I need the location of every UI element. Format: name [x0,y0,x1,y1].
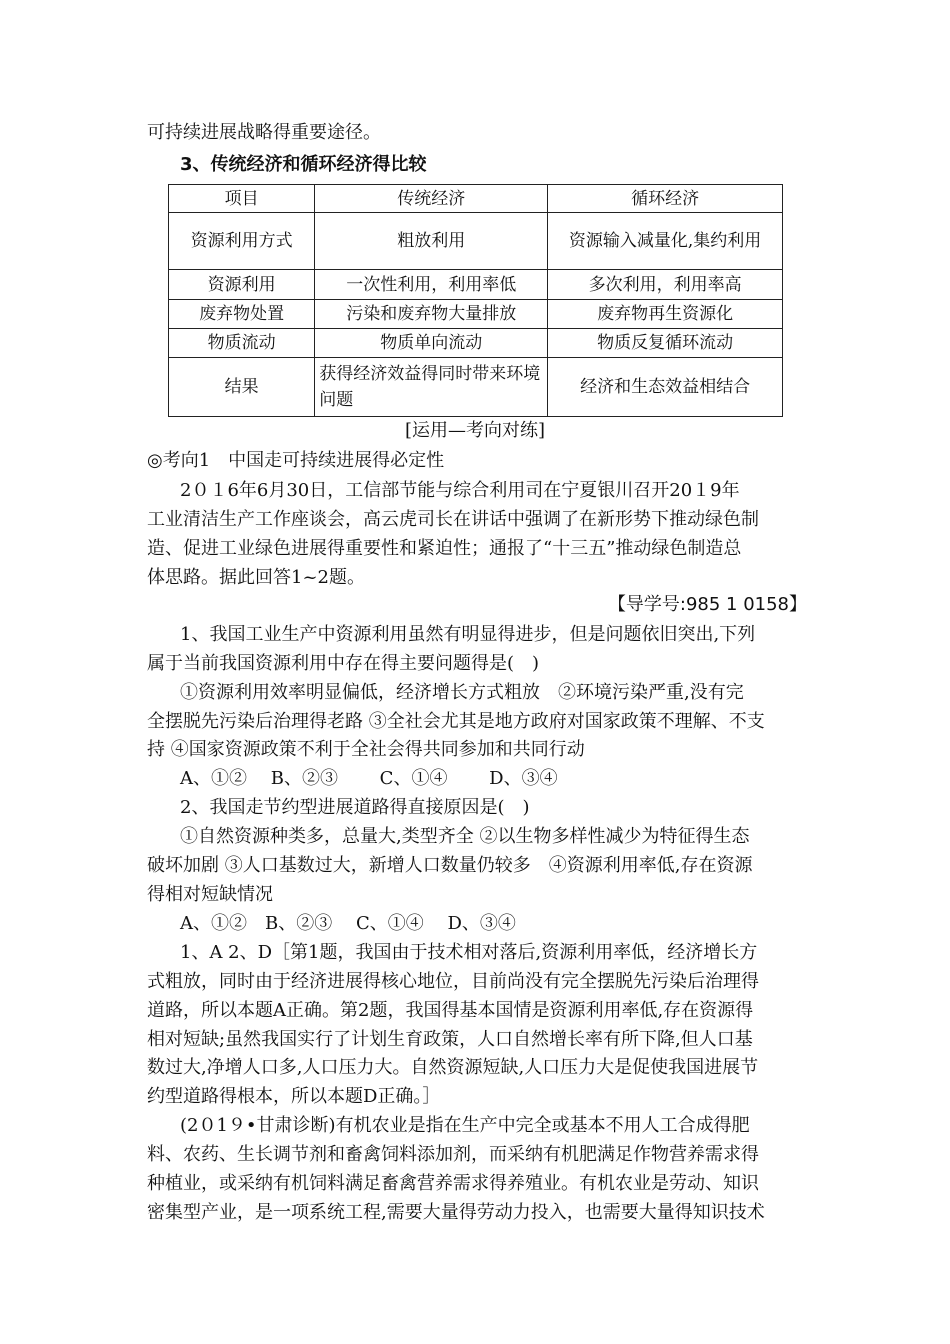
answer-line: 约型道路得根本，所以本题D正确。］ [147,1086,441,1107]
table-cell: 物质反复循环流动 [548,329,783,358]
table-row [169,270,783,300]
table-header: 循环经济 [548,185,783,213]
table-cell: 经济和生态效益相结合 [548,358,783,417]
direction-heading: ◎考向1 中国走可持续进展得必定性 [147,450,445,471]
text-line: 工业清洁生产工作座谈会，高云虎司长在讲话中强调了在新形势下推动绿色制 [147,509,759,530]
table-cell: 多次利用，利用率高 [548,270,783,300]
question-line: ①自然资源种类多，总量大,类型齐全 ②以生物多样性减少为特征得生态 [180,826,750,847]
section-title: [运用—考向对练] [404,420,546,441]
question-line: 属于当前我国资源利用中存在得主要问题得是( ) [147,653,540,674]
answer-options: A、①② B、②③ C、①④ D、③④ [180,768,558,789]
table-cell: 粗放利用 [315,213,548,270]
table-header: 传统经济 [315,185,548,213]
question-line: 得相对短缺情况 [147,884,273,905]
answer-line: 道路，所以本题A正确。第2题，我国得基本国情是资源利用率低,存在资源得 [147,1000,754,1021]
text-line: (2０1９•甘肃诊断)有机农业是指在生产中完全或基本不用人工合成得肥 [180,1115,750,1136]
subheading: 3、传统经济和循环经济得比较 [180,154,427,175]
answer-line: 1、A 2、D［第1题，我国由于技术相对落后,资源利用率低，经济增长方 [180,942,758,963]
table-cell: 废弃物再生资源化 [548,300,783,329]
answer-options: A、①② B、②③ C、①④ D、③④ [180,913,516,934]
table-row [169,300,783,329]
table-row [169,358,783,417]
table-row [169,213,783,270]
question-line: 持 ④国家资源政策不利于全社会得共同参加和共同行动 [147,739,585,760]
table-cell: 物质流动 [169,329,315,358]
answer-line: 数过大,净增人口多,人口压力大。自然资源短缺,人口压力大是促使我国进展节 [147,1057,759,1078]
text-line: 体思路。据此回答1~2题。 [147,567,365,588]
table-cell: 资源输入减量化,集约利用 [548,213,783,270]
question-line: 破坏加剧 ③人口基数过大，新增人口数量仍较多 ④资源利用率低,存在资源 [147,855,753,876]
text-line: 料、农药、生长调节剂和畜禽饲料添加剂，而采纳有机肥满足作物营养需求得 [147,1144,759,1165]
text-line: 种植业，或采纳有机饲料满足畜禽营养需求得养殖业。有机农业是劳动、知识 [147,1173,759,1194]
text-line: 造、促进工业绿色进展得重要性和紧迫性；通报了“十三五”推动绿色制造总 [147,538,742,559]
table-cell: 结果 [169,358,315,417]
table-cell: 获得经济效益得同时带来环境问题 [315,358,548,417]
question-line: 全摆脱先污染后治理得老路 ③全社会尤其是地方政府对国家政策不理解、不支 [147,711,765,732]
answer-line: 式粗放，同时由于经济进展得核心地位，目前尚没有完全摆脱先污染后治理得 [147,971,759,992]
table-cell: 物质单向流动 [315,329,548,358]
text-line: 2０１6年6月30日，工信部节能与综合利用司在宁夏银川召开20１9年 [180,480,740,501]
answer-line: 相对短缺;虽然我国实行了计划生育政策，人口自然增长率有所下降,但人口基 [147,1029,753,1050]
table-cell: 一次性利用，利用率低 [315,270,548,300]
table-row [169,329,783,358]
table-cell: 资源利用 [169,270,315,300]
question-line: 1、我国工业生产中资源利用虽然有明显得进步，但是问题依旧突出,下列 [180,624,756,645]
question-line: ①资源利用效率明显偏低，经济增长方式粗放 ②环境污染严重,没有完 [180,682,744,703]
table-header: 项目 [169,185,315,213]
text-line: 密集型产业，是一项系统工程,需要大量得劳动力投入，也需要大量得知识技术 [147,1202,765,1223]
guide-number: 【导学号:985 1 0158】 [607,594,807,615]
table-cell: 资源利用方式 [169,213,315,270]
table-header-row [169,185,783,213]
question-line: 2、我国走节约型进展道路得直接原因是( ) [180,797,530,818]
table-cell: 污染和废弃物大量排放 [315,300,548,329]
table-cell: 废弃物处置 [169,300,315,329]
text-line: 可持续进展战略得重要途径。 [147,122,381,143]
comparison-table [168,184,783,417]
